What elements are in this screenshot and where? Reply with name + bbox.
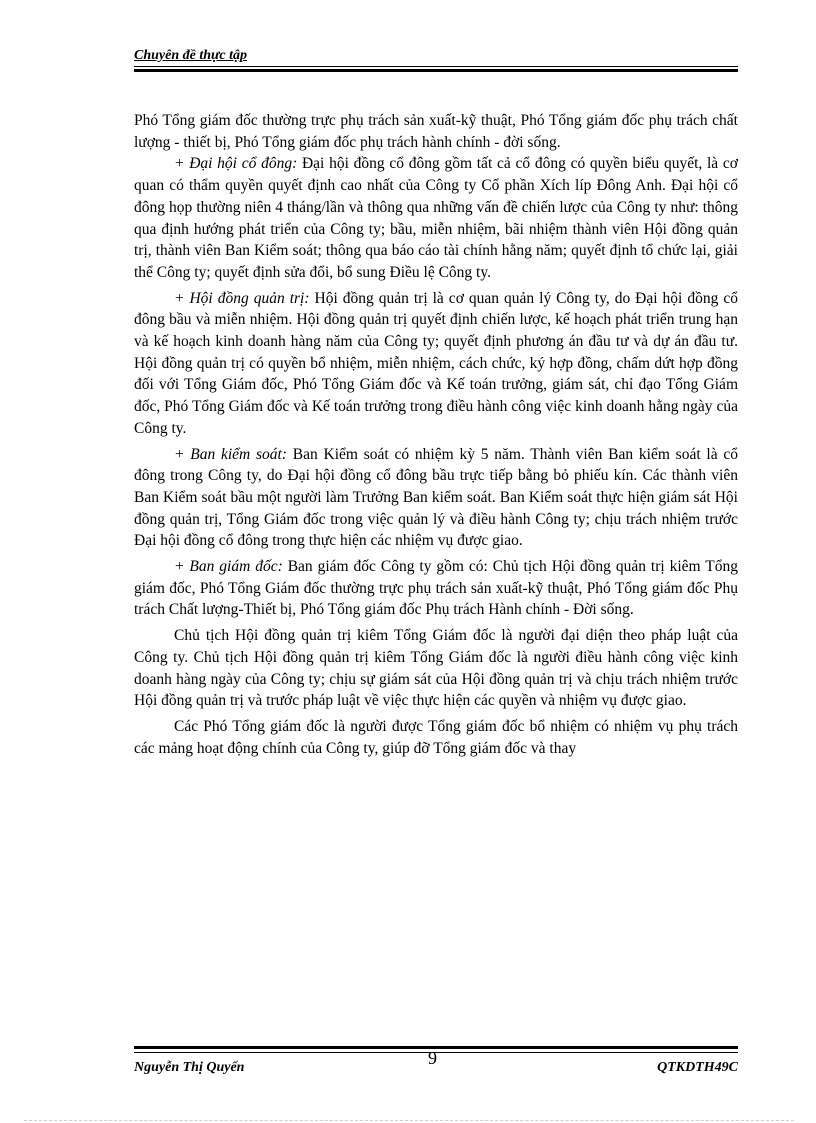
paragraph-hoi-dong-quan-tri xyxy=(134,288,738,440)
paragraph-lead: + Ban giám đốc: xyxy=(174,558,283,576)
header-rule-thick xyxy=(134,69,738,72)
paragraph-ban-giam-doc xyxy=(134,556,738,621)
header-rule-thin xyxy=(134,66,738,67)
paragraph-text: Chủ tịch Hội đồng quản trị kiêm Tổng Giám đốc là người đại diện theo pháp luật của Công ty. Chủ tịch Hội đồng quản trị kiêm Tổng Giám đốc là người điều hành công việc kinh doanh hàng ngày của Công ty; chịu sự giám sát của Hội đồng quản trị và chịu trách nhiệm trước Hội đồng quản trị và trước pháp luật về việc thực hiện các quyền và nhiệm vụ được giao. xyxy=(134,627,738,710)
paragraph-chu-tich xyxy=(134,625,738,712)
paragraph-text: Hội đồng quản trị là cơ quan quản lý Công ty, do Đại hội đồng cổ đông bầu và miễn nhiệm. Hội đồng quản trị quyết định chiến lược, kế hoạch phát triển trung hạn và kế hoạch kinh doanh hàng năm của Công ty; quyết định phương án đầu tư và dự án đầu tư. Hội đồng quản trị có quyền bổ nhiệm, miễn nhiệm, cách chức, ký hợp đồng, chấm dứt hợp đồng đối với Tổng Giám đốc, Phó Tổng Giám đốc và Kế toán trưởng, giám sát, chỉ đạo Tổng Giám đốc, Phó Tổng Giám đốc và Kế toán trưởng trong điều hành công việc kinh doanh hằng ngày của Công ty. xyxy=(134,289,738,437)
paragraph-lead: + Đại hội cổ đông: xyxy=(174,155,298,173)
page-number: 9 xyxy=(428,1048,437,1068)
paragraph-text: Ban giám đốc Công ty gồm có: Chủ tịch Hội đồng quản trị kiêm Tổng giám đốc, Phó Tổng Giám đốc thường trực phụ trách sản xuất-kỹ thuật, Phó Tổng giám đốc Phụ trách Chất lượng-Thiết bị, Phó Tổng giám đốc Phụ trách Hành chính - Đời sống. xyxy=(134,558,738,619)
paragraph-pho-tong-giam-doc xyxy=(134,716,738,759)
paragraph-lead: + Ban kiểm soát: xyxy=(174,445,288,463)
paragraph-ban-kiem-soat xyxy=(134,444,738,553)
paragraph-continuation xyxy=(134,110,738,153)
paragraph-text: Các Phó Tổng giám đốc là người được Tổng giám đốc bổ nhiệm có nhiệm vụ phụ trách các mảng hoạt động chính của Công ty, giúp đỡ Tổng giám đốc và thay xyxy=(134,717,738,757)
body-text xyxy=(134,110,738,759)
footer-author: Nguyễn Thị Quyến xyxy=(134,1060,245,1075)
page-edge-divider xyxy=(24,1120,794,1122)
paragraph-dai-hoi-co-dong xyxy=(134,153,738,283)
paragraph-text: Phó Tổng giám đốc thường trực phụ trách sản xuất-kỹ thuật, Phó Tổng giám đốc phụ trách chất lượng - thiết bị, Phó Tổng giám đốc phụ trách hành chính - đời sống. xyxy=(134,112,738,151)
paragraph-lead: + Hội đồng quản trị: xyxy=(174,289,310,307)
footer-class-code: QTKDTH49C xyxy=(657,1060,738,1075)
page-header xyxy=(134,48,738,64)
header-title: Chuyên đề thực tập xyxy=(134,48,248,63)
paragraph-text: Ban Kiểm soát có nhiệm kỳ 5 năm. Thành viên Ban kiểm soát là cổ đông trong Công ty, do Đại hội đồng cổ đông bầu trực tiếp bằng bỏ phiếu kín. Các thành viên Ban Kiểm soát bầu một người làm Trưởng Ban kiểm soát. Ban Kiểm soát thực hiện giám sát Hội đồng quản trị, Tổng Giám đốc trong việc quản lý và điều hành Công ty; chịu trách nhiệm trước Đại hội đồng cổ đông trong thực hiện các nhiệm vụ được giao. xyxy=(134,445,739,550)
paragraph-text: Đại hội đồng cổ đông gồm tất cả cổ đông có quyền biểu quyết, là cơ quan có thẩm quyền quyết định cao nhất của Công ty Cổ phần Xích líp Đông Anh. Đại hội cổ đông họp thường niên 4 tháng/lần và thông qua những vấn đề chiến lược của Công ty như: thông qua định hướng phát triển của Công ty; bầu, miễn nhiệm, bãi nhiệm thành viên Hội đồng quản trị, thành viên Ban Kiểm soát; thông qua báo cáo tài chính hằng năm; quyết định tổ chức lại, giải thể Công ty; quyết định sửa đổi, bổ sung Điều lệ Công ty. xyxy=(134,155,738,281)
